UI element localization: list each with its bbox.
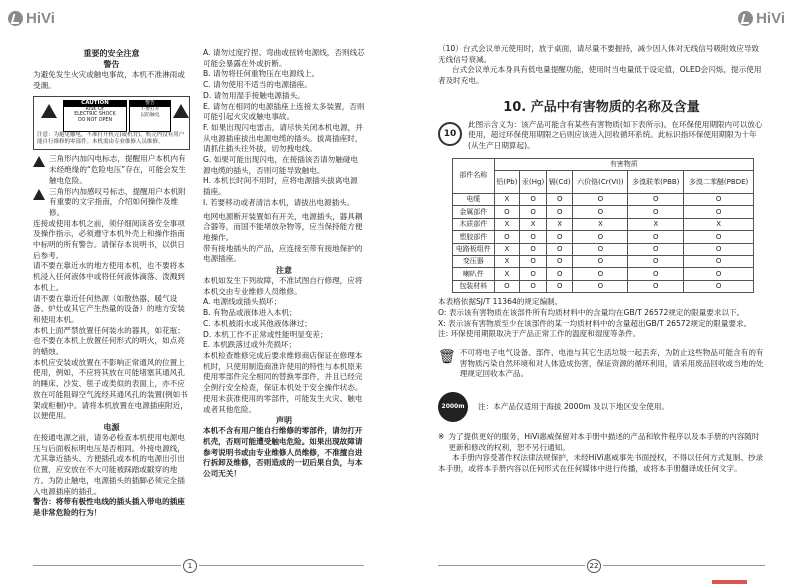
page-header — [0, 0, 793, 38]
paragraph: （10）台式会议单元使用时，放于桌面，请尽量不要握持，减少因人体对无线信号吸附效应导致无线信号衰减。 — [438, 44, 760, 64]
column-header: 镉(Cd) — [547, 171, 573, 194]
caution-line: RISK OF — [85, 106, 105, 112]
list-item: C. 请勿使用不适当的电源插座。 — [203, 80, 312, 90]
table-cell: O — [573, 194, 628, 206]
table-cell: O — [684, 268, 754, 280]
hivi-logo-icon — [738, 11, 753, 26]
paragraph: 请不要在靠近任何热源（如散热器、暖气设备、炉灶或其它产生热量的设备）的地方安装和使用本机。 — [33, 293, 185, 324]
table-cell: 电缆 — [453, 194, 495, 206]
table-row — [453, 243, 754, 255]
table-cell: O — [547, 255, 573, 267]
paragraph: 电网电源断开装置如有开关，电源插头，器具耦合器等，而国不能堵放杂物等，应当保持能方便地操作。 — [203, 211, 363, 242]
footer-block — [438, 432, 765, 453]
table-cell: O — [628, 243, 684, 255]
lightning-triangle-icon — [33, 156, 45, 167]
accent-bar — [712, 580, 747, 584]
list-item: A. 请勿过度拧捏、弯曲或扭转电源线，否则线芯可能会暴露在外或折断。 — [203, 48, 365, 68]
warning-line: 不要打开 — [140, 107, 160, 113]
paragraph: 请不要在靠近水的地方使用本机，也不要将本机浸入任何液体中或将任何液体滴落、泼溅到本机上。 — [33, 261, 185, 292]
caution-note: 注意：为避免触电，不准打开机壳(或机背)，机壳内没有用户能自行维修的零部件。本机需由专业维修人员维修。 — [37, 132, 185, 146]
column-header: 多溴二苯醚(PBDE) — [684, 171, 754, 194]
hivi-logo-icon — [8, 11, 23, 26]
page-number: 1 — [183, 559, 197, 573]
environmental-period-icon: 10 — [438, 122, 462, 146]
table-cell: O — [547, 231, 573, 243]
legend-o: O: 表示该有害物质在该部件所有均质材料中的含量均在GB/T 26572规定的限量要求以下。 — [438, 307, 745, 317]
paragraph: 三角形内加感叹号标志，提醒用户本机附有重要的文字指南，介绍如何操作及维修。 — [49, 186, 186, 217]
recycle-text: 不可将电子电气设备、部件、电池与其它生活垃圾一起丢弃，为防止这些物品可能含有的有害物质污染自然环境和对人体造成伤害，保证资源的循环利用，请采用废品回收或当地的处理规定回收本产品。 — [459, 347, 764, 379]
table-cell: O — [628, 268, 684, 280]
list-item: H. 本机长时间不用时，应将电源插头拔离电源插座。 — [203, 176, 358, 197]
table-cell: O — [573, 268, 628, 280]
table-cell: O — [494, 231, 520, 243]
column-header: 多溴联苯(PBB) — [628, 171, 684, 194]
safety-title: 重要的安全注意 — [83, 49, 140, 58]
warning-label-zh — [129, 100, 171, 132]
page-number: 22 — [587, 559, 601, 573]
table-cell: X — [628, 218, 684, 230]
altitude-block — [438, 392, 765, 422]
table-cell: X — [494, 255, 520, 267]
table-row — [453, 255, 754, 267]
table-cell: O — [547, 206, 573, 218]
table-cell: O — [573, 243, 628, 255]
table-cell: O — [628, 231, 684, 243]
section-title: 10. 产品中有害物质的名称及含量 — [503, 99, 700, 115]
paragraph: 本机上面严禁放置任何装水的器具，如花瓶；也不要在本机上放置任何形式的明火，如点亮的蜡烛。 — [33, 325, 185, 357]
paragraph: 本机如发生下列故障，不准试图自行修理，应将本机交由专业维修人员维修。 — [203, 276, 363, 296]
table-cell: X — [494, 218, 520, 230]
list-item: I. 若要移动或者清洁本机，请拔出电源插头。 — [203, 197, 355, 207]
table-row — [453, 280, 754, 292]
table-row — [453, 194, 754, 206]
warning-text: 为避免发生火灾或触电事故，本机不准淋雨或受潮。 — [33, 70, 185, 90]
paragraph: 带有接地插头的产品，应连接至带有接地保护的电源插座。 — [203, 243, 363, 264]
table-cell: O — [547, 268, 573, 280]
table-cell: 木质部件 — [453, 218, 495, 230]
table-cell: 包装材料 — [453, 280, 495, 292]
table-cell: O — [547, 280, 573, 292]
page-footer-rule — [603, 565, 765, 566]
table-cell: O — [628, 280, 684, 292]
logo-text: HiVi — [26, 10, 55, 27]
table-cell: 金属部件 — [453, 206, 495, 218]
table-cell: 电路板组件 — [453, 243, 495, 255]
exclamation-triangle-icon — [173, 104, 189, 118]
table-cell: O — [628, 255, 684, 267]
caution-label-box — [33, 96, 190, 150]
lightning-triangle-icon — [41, 104, 57, 118]
table-cell: O — [520, 231, 547, 243]
table-cell: O — [547, 243, 573, 255]
list-item: A. 电源线或插头损坏； — [203, 297, 282, 307]
footer-text: 本手册内容受著作权法律法规保护，未经HiVi惠威事先书面授权，不得以任何方式复制、抄录本手册，或将本手册内容以任何形式在任何媒体中进行传播，或将本手册翻译成任何文字。 — [438, 453, 764, 474]
paragraph: 连接或使用本机之前，须仔细阅读各安全事项及操作指示，必须遵守本机外壳上和操作指南中标明的所有警告。请保存本说明书，以供日后参考。 — [33, 218, 185, 260]
safety-column-left — [33, 48, 190, 519]
table-cell: X — [547, 218, 573, 230]
page-footer-rule — [199, 565, 364, 566]
exclamation-triangle-icon — [33, 189, 45, 200]
table-cell: O — [573, 206, 628, 218]
list-item: F. 如果出现闪电雷击，请尽快关闭本机电源，并从电源插座拔出电源电缆的插头。拔离插座时，请抓住插头往外拔，切勿拽电线。 — [203, 122, 363, 154]
intro-text: 此图示含义为：该产品可能含有某些有害物质(如下表所示)。在环保使用期限内可以放心使用，超过环保使用期限之后则应该进入回收循环系统。此标识指环保使用期限为十年(从生产日期算起)。 — [468, 119, 763, 150]
table-cell: O — [520, 280, 547, 292]
caution-label — [63, 100, 127, 132]
altitude-text: 注：本产品仅适用于海拔 2000m 及以下地区安全使用。 — [478, 401, 670, 411]
list-item: G. 如果可能出现闪电，在接插该否请勿触碰电源电缆的插头，否则可能导致触电。 — [203, 155, 358, 175]
warning-caption: 警告 — [130, 101, 170, 107]
paragraph: 在接通电源之前，请务必检查本机使用电源电压与后面板标明电压是否相同。外接电源线，尤其靠近插头、方便插孔或本机的电源出引出位置，应安放在不大可能被踩踏或戳穿的地方。为防止触电，电源插头的插脚必须完全插入电源插座的插孔。 — [33, 432, 185, 496]
column-header: 部件名称 — [453, 158, 495, 193]
table-cell: O — [520, 255, 547, 267]
legend-note: 注: 环保使用期限取决于产品正常工作的温度和湿度等条件。 — [438, 329, 641, 339]
table-cell: O — [520, 194, 547, 206]
table-cell: O — [494, 280, 520, 292]
table-cell: O — [628, 206, 684, 218]
page-footer-rule — [438, 565, 585, 566]
recycle-block — [438, 348, 765, 380]
table-row — [453, 231, 754, 243]
reference-mark: ※ — [438, 432, 445, 442]
column-header: 汞(Hg) — [520, 171, 547, 194]
logo-text: HiVi — [756, 10, 785, 27]
power-heading: 电源 — [103, 422, 120, 432]
standard-note: 本表格依据SJ/T 11364的规定编制。 — [438, 297, 563, 307]
warning-line: 以防触电 — [140, 113, 160, 119]
legend-x: X: 表示该有害物质至少在该部件的某一均质材料中的含量超出GB/T 26572规定的限量要求。 — [438, 318, 752, 328]
table-cell: 喇叭件 — [453, 268, 495, 280]
list-item: E. 本机跌落过或外壳损坏； — [203, 340, 297, 350]
statement-text: 本机不含有用户能自行维修的零部件，请勿打开机壳，否则可能遭受触电危险。如果出现故障请参考说明书或由专业维修人员维修，不准擅自进行拆卸及维修，否则造成的一切后果自负，与本公司无关！ — [203, 426, 363, 479]
table-cell: O — [494, 206, 520, 218]
caution-line: DO NOT OPEN — [77, 117, 113, 123]
hivi-logo-right — [738, 10, 785, 27]
table-cell: O — [628, 194, 684, 206]
column-header: 六价铬(Cr(VI)) — [573, 171, 628, 194]
column-header: 有害物质 — [494, 158, 753, 170]
table-cell: O — [573, 231, 628, 243]
table-cell: X — [494, 243, 520, 255]
table-row — [453, 206, 754, 218]
table-cell: 塑胶部件 — [453, 231, 495, 243]
hivi-logo-left — [8, 10, 55, 27]
list-item: B. 有物品或液体进入本机； — [203, 308, 297, 318]
paragraph: 三角形内加闪电标志，提醒用户本机内有未经绝缘的“危险电压”存在，可能会发生触电危险。 — [49, 154, 186, 185]
table-cell: X — [494, 268, 520, 280]
table-cell: O — [684, 206, 754, 218]
caution-caption: CAUTION — [64, 101, 126, 107]
table-cell: X — [494, 194, 520, 206]
intro-block — [438, 120, 765, 152]
table-cell: O — [520, 268, 547, 280]
table-cell: O — [684, 231, 754, 243]
table-cell: X — [573, 218, 628, 230]
notice-heading: 注意 — [276, 266, 292, 276]
table-cell: O — [547, 194, 573, 206]
list-item: B. 请勿将任何重物压在电源线上。 — [203, 69, 320, 79]
safety-column-middle — [203, 48, 365, 480]
table-cell: X — [520, 218, 547, 230]
list-item: E. 请勿在相同的电源插座上连接太多装置，否则可能引起火灾或触电事故。 — [203, 101, 365, 122]
table-row — [453, 218, 754, 230]
crossed-bin-icon: 🗑 — [438, 348, 456, 365]
warning-heading: 警告 — [103, 60, 120, 69]
triangle-lightning-para — [33, 154, 190, 186]
table-cell: O — [573, 255, 628, 267]
footer-text: 为了提供更好的服务，HiVi惠威保留对本手册中描述的产品和软件程序以及本手册的内容随时更新和修改的权利，恕不另行通知。 — [448, 432, 760, 452]
paragraph: 台式会议单元本身具有低电量提醒功能，使用时当电量低于设定值，OLED会闪烁，提示使用者及时充电。 — [438, 65, 762, 86]
column-header: 铅(Pb) — [494, 171, 520, 194]
paragraph: 本机应安装或放置在不影响正常通风的位置上使用，例如，不应将其放在可能堵塞其通风孔的睡床、沙发、毯子或类似的表面上，亦不应放在可能阻碍空气流经其通风孔的装置(例如书架或柜橱)中。请将本机放置在电源插座附近，以便使用。 — [33, 357, 188, 421]
list-item: D. 本机工作不正常或性能明显变差； — [203, 329, 328, 339]
table-cell: O — [573, 280, 628, 292]
triangle-exclamation-para — [33, 187, 190, 219]
altitude-icon: 2000m — [438, 392, 468, 422]
list-item: C. 本机被雨水或其他液体淋过； — [203, 318, 312, 328]
table-cell: 变压器 — [453, 255, 495, 267]
power-warning: 警告：将带有极性电线的插头插入带电的插座是非常危险的行为！ — [33, 497, 185, 517]
table-cell: O — [684, 280, 754, 292]
table-row — [453, 268, 754, 280]
table-cell: O — [520, 206, 547, 218]
table-cell: O — [684, 243, 754, 255]
table-cell: O — [684, 255, 754, 267]
page-footer-rule — [33, 565, 181, 566]
hazardous-substances-table — [452, 158, 754, 294]
statement-heading: 声明 — [276, 416, 292, 426]
hazardous-substances-page — [438, 44, 765, 475]
paragraph: 本机检查维修完成后要求维修商店保证在修理本机时，只使用制造商准许使用的特性与本机原来使用零部件完全相同的替换零部件，并且已经完全例行安全检查，保证本机处于安全操作状态。使用未获准使用的零部件，可能发生火灾、触电或者其他危险。 — [203, 350, 363, 414]
table-cell: X — [684, 218, 754, 230]
caution-line: ELECTRIC SHOCK — [74, 112, 116, 118]
table-cell: O — [520, 243, 547, 255]
list-item: D. 请勿用湿手接触电源插头。 — [203, 90, 305, 100]
table-cell: O — [684, 194, 754, 206]
